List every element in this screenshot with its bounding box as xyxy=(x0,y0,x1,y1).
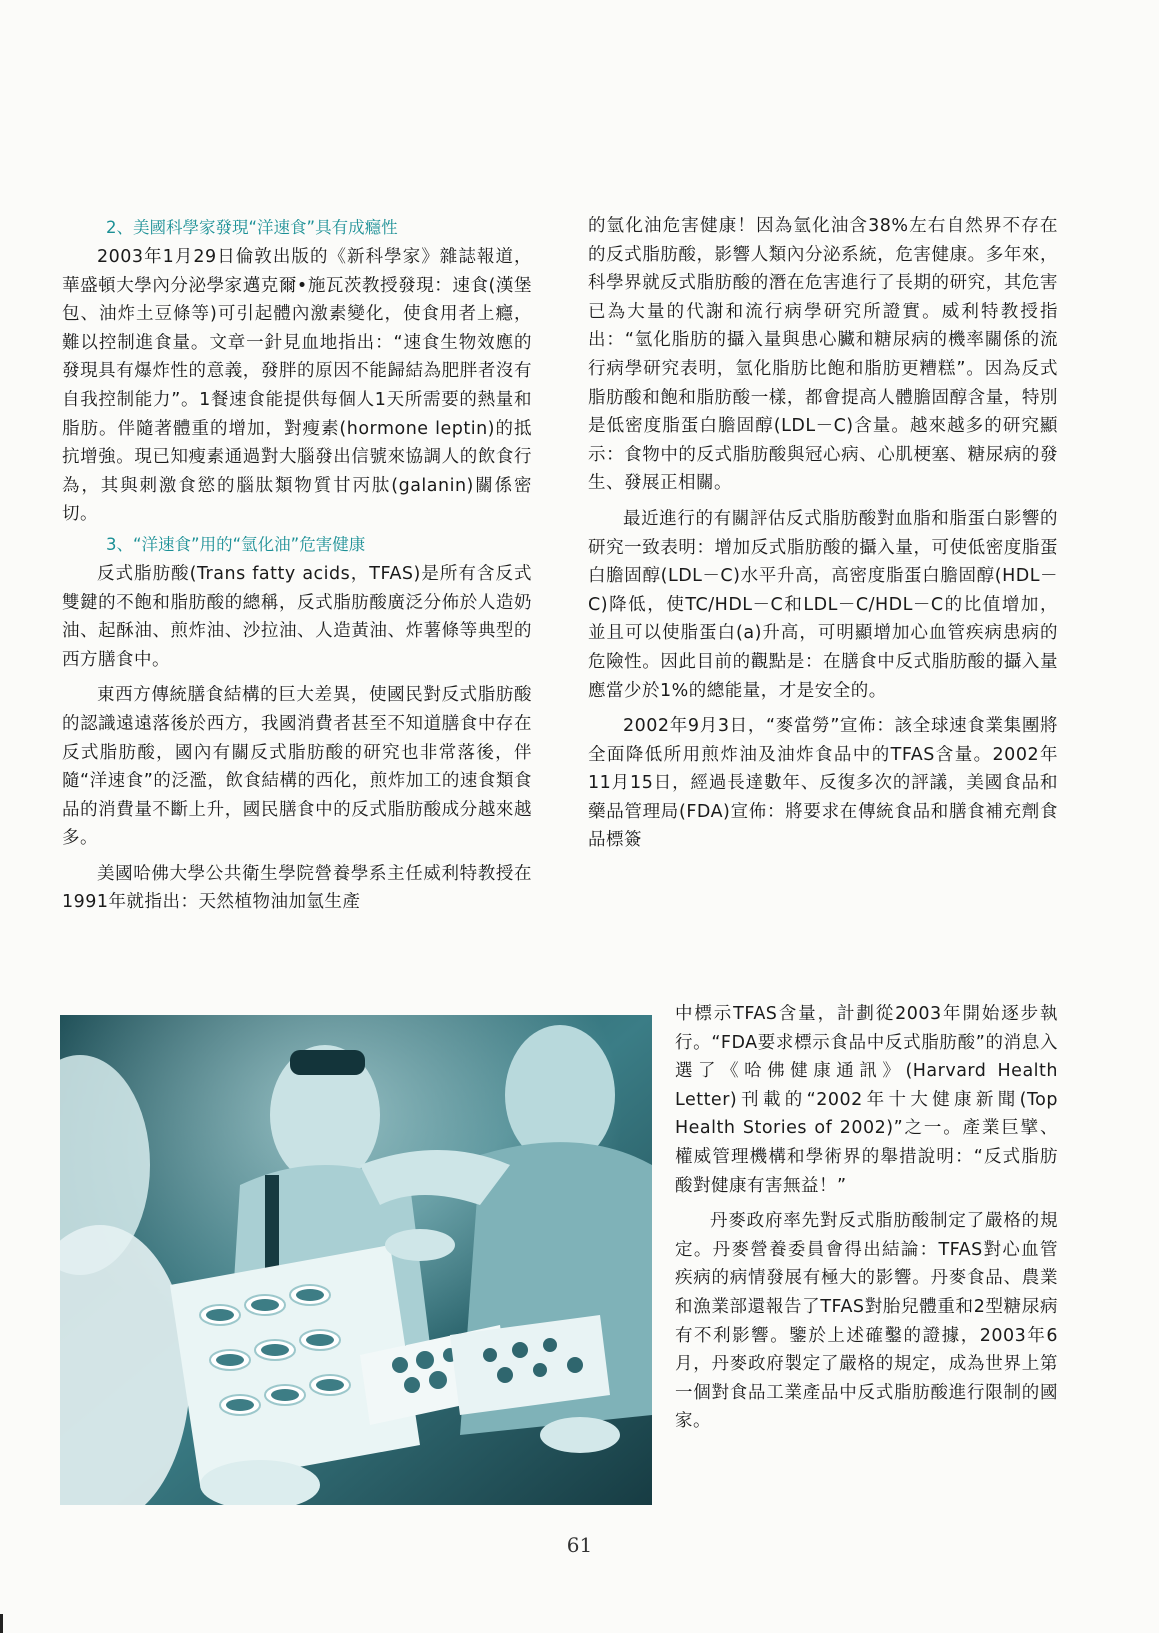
page-number: 61 xyxy=(566,1533,593,1557)
paragraph: 的氫化油危害健康！因為氫化油含38%左右自然界不存在的反式脂肪酸，影響人類內分泌系統，危害健康。多年來，科學界就反式脂肪酸的潛在危害進行了長期的研究，其危害已為大量的代謝和流行病學研究所證實。威利特教授指出：“氫化脂肪的攝入量與患心臟和糖尿病的機率關係的流行病學研究表明，氫化脂肪比飽和脂肪更糟糕”。因為反式脂肪酸和飽和脂肪酸一樣，都會提高人體膽固醇含量，特別是低密度脂蛋白膽固醇(LDL－C)含量。越來越多的研究顯示：食物中的反式脂肪酸與冠心病、心肌梗塞、糖尿病的發生、發展正相關。 xyxy=(588,216,1058,494)
paragraph: 東西方傳統膳食結構的巨大差異，使國民對反式脂肪酸的認識遠遠落後於西方，我國消費者甚至不知道膳食中存在反式脂肪酸，國內有關反式脂肪酸的研究也非常落後，伴隨“洋速食”的泛濫，飲食結構的西化，煎炸加工的速食類食品的消費量不斷上升，國民膳食中的反式脂肪酸成分越來越多。 xyxy=(62,685,532,849)
paragraph: 丹麥政府率先對反式脂肪酸制定了嚴格的規定。丹麥營養委員會得出結論：TFAS對心血管疾病的病情發展有極大的影響。丹麥食品、農業和漁業部還報告了TFAS對胎兒體重和2型糖尿病有不利影響。鑒於上述確鑿的證據，2003年6月，丹麥政府製定了嚴格的規定，成為世界上第一個對食品工業產品中反式脂肪酸進行限制的國家。 xyxy=(675,1211,1058,1432)
section-heading-2: 2、美國科學家發現“洋速食”具有成癮性 xyxy=(106,218,398,237)
left-column xyxy=(62,212,532,917)
right-column-wrap xyxy=(675,1000,1058,1436)
photo-illustration xyxy=(60,1015,652,1505)
paragraph: 中標示TFAS含量，計劃從2003年開始逐步執行。“FDA要求標示食品中反式脂肪酸”的消息入選了《哈佛健康通訊》(Harvard Health Letter)刊載的“2002年十大健康新聞(Top Health Stories of 2002)”之一。產業巨擘、權威管理機構和學術界的舉措說明：“反式脂肪酸對健康有害無益！” xyxy=(675,1004,1058,1196)
paragraph: 美國哈佛大學公共衛生學院營養學系主任威利特教授在1991年就指出：天然植物油加氫生產 xyxy=(62,863,532,913)
paragraph: 2002年9月3日，“麥當勞”宣佈：該全球速食業集團將全面降低所用煎炸油及油炸食品中的TFAS含量。2002年11月15日，經過長達數年、反復多次的評議，美國食品和藥品管理局(FDA)宣佈：將要求在傳統食品和膳食補充劑食品標簽 xyxy=(588,716,1058,851)
paragraph: 反式脂肪酸(Trans fatty acids，TFAS)是所有含反式雙鍵的不飽和脂肪酸的總稱，反式脂肪酸廣泛分佈於人造奶油、起酥油、煎炸油、沙拉油、人造黃油、炸薯條等典型的西方膳食中。 xyxy=(62,563,532,670)
paragraph: 2003年1月29日倫敦出版的《新科學家》雜誌報道，華盛頓大學內分泌學家邁克爾•施瓦茨教授發現：速食(漢堡包、油炸土豆條等)可引起體內激素變化，使食用者上癮，難以控制進食量。文章一針見血地指出：“速食生物效應的發現具有爆炸性的意義，發胖的原因不能歸結為肥胖者沒有自我控制能力”。1餐速食能提供每個人1天所需要的熱量和脂肪。伴隨著體重的增加，對瘦素(hormone leptin)的抵抗增強。現已知瘦素通過對大腦發出信號來協調人的飲食行為，其與刺激食慾的腦肽類物質甘丙肽(galanin)關係密切。 xyxy=(62,247,532,525)
corner-mark xyxy=(0,1614,3,1633)
section-heading-3: 3、“洋速食”用的“氫化油”危害健康 xyxy=(106,534,366,554)
paragraph: 最近進行的有關評估反式脂肪酸對血脂和脂蛋白影響的研究一致表明：增加反式脂肪酸的攝入量，可使低密度脂蛋白膽固醇(LDL－C)水平升高，高密度脂蛋白膽固醇(HDL－C)降低，使TC/HDL－C和LDL－C/HDL－C的比值增加，並且可以使脂蛋白(a)升高，可明顯增加心血管疾病患病的危險性。因此目前的觀點是：在膳食中反式脂肪酸的攝入量應當少於1%的總能量，才是安全的。 xyxy=(588,508,1058,701)
right-column xyxy=(588,212,1058,855)
photo-people-tasting-food xyxy=(60,1015,652,1505)
